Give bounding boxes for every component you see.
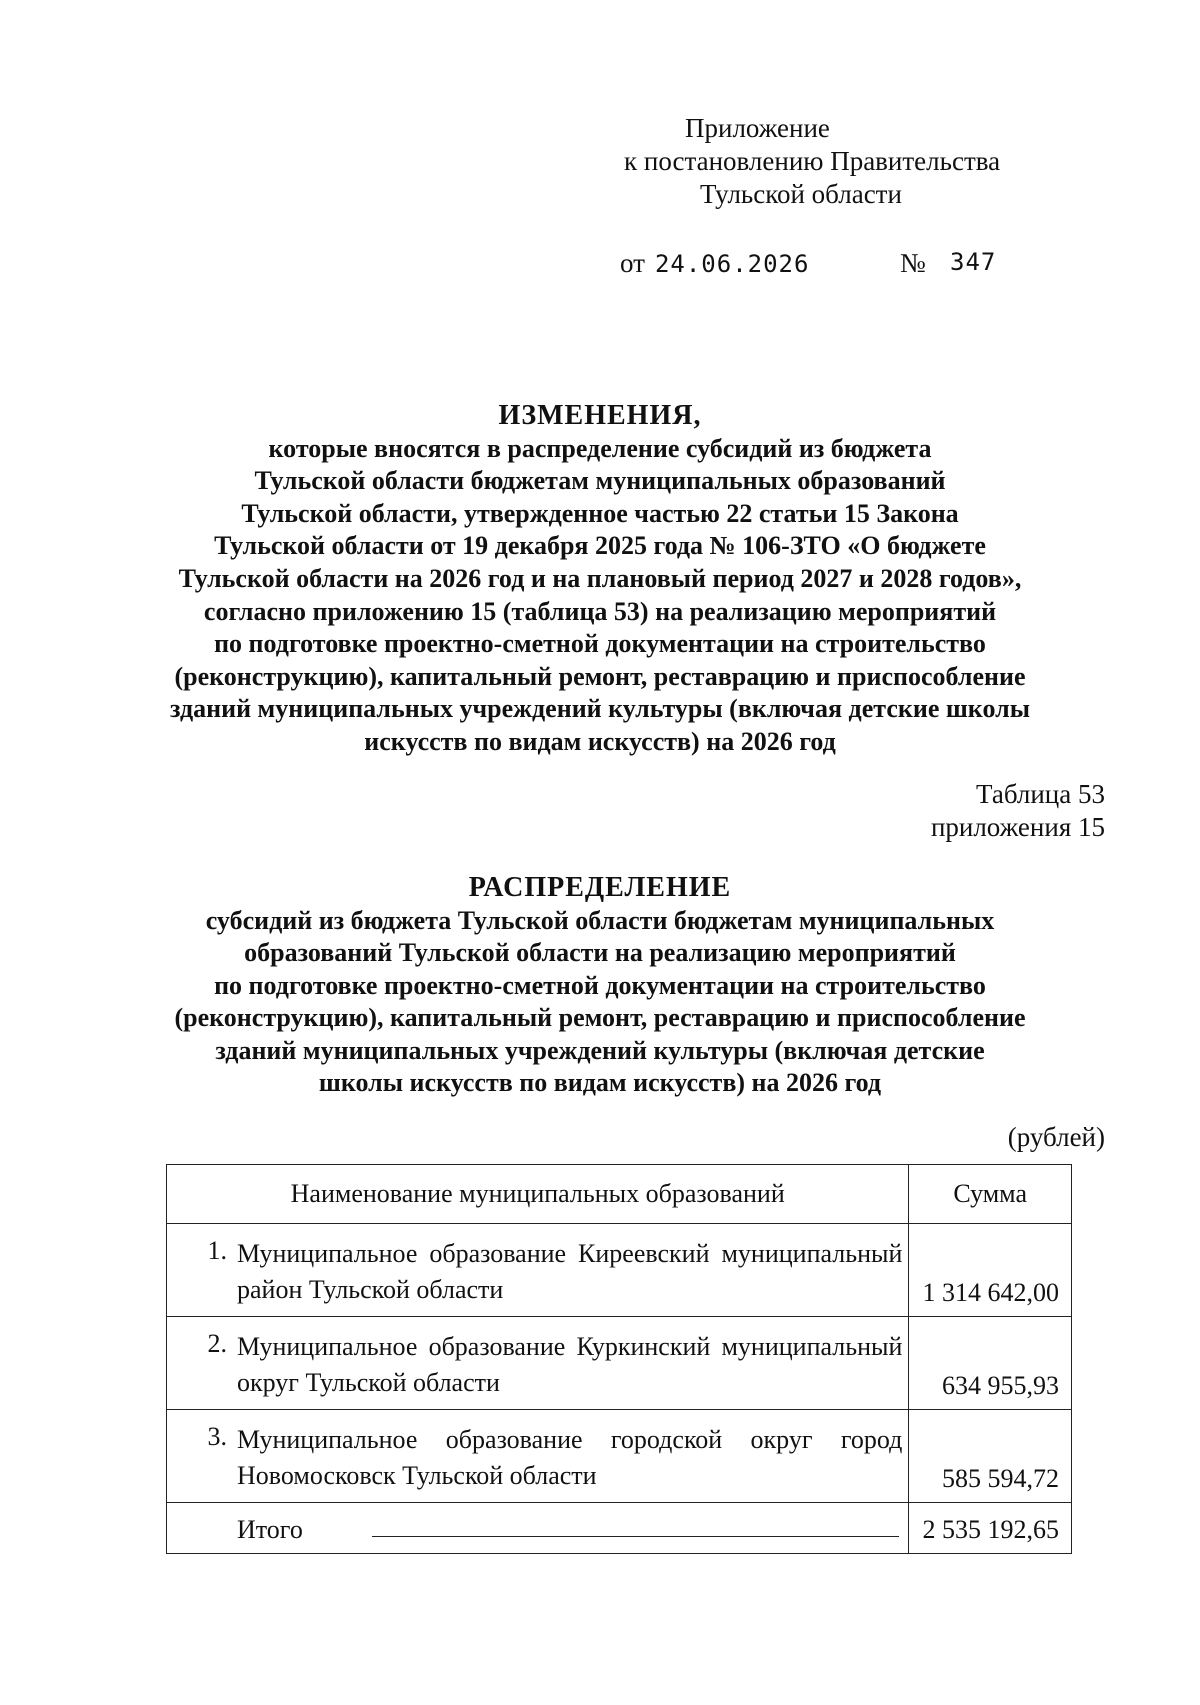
document-date-line [620,248,997,279]
document-number: 347 [950,248,997,276]
changes-line: Тульской области на 2026 год и на плановый период 2027 и 2028 годов», [178,563,1022,593]
changes-heading [150,400,1050,759]
changes-line: искусств по видам искусств) на 2026 год [364,726,836,756]
row-number: 3. [207,1422,227,1451]
units-label: (рублей) [1007,1122,1105,1152]
row-number: 1. [207,1236,227,1265]
date-prefix: от [620,248,645,278]
changes-line: (реконструкцию), капитальный ремонт, реставрацию и приспособление [174,661,1026,691]
changes-line: Тульской области, утвержденное частью 22 статьи 15 Закона [241,498,959,528]
table-row [167,1317,1072,1410]
number-prefix: № [900,248,926,278]
distribution-line: образований Тульской области на реализацию мероприятий [244,938,956,967]
table-number: Таблица 53 [976,779,1105,809]
municipality-name: Муниципальное образование Киреевский муниципальный район Тульской области [237,1239,903,1304]
distribution-line: по подготовке проектно-сметной документации на строительство [214,970,986,1000]
appendix-title: Приложение [685,113,830,143]
distribution-line: школы искусств по видам искусств) на 2026 год [318,1068,882,1097]
appendix-region: Тульской области [700,179,902,209]
subsidies-table [166,1164,1072,1554]
distribution-line: (реконструкцию), капитальный ремонт, реставрацию и приспособление [174,1003,1026,1032]
changes-line: Тульской области бюджетам муниципальных образований [254,466,946,496]
subsidy-amount: 634 955,93 [909,1317,1072,1410]
subsidy-amount: 585 594,72 [909,1410,1072,1503]
distribution-line: зданий муниципальных учреждений культуры (включая детские [215,1035,985,1065]
table-appendix: приложения 15 [930,812,1105,842]
closing-rule [372,1536,899,1537]
appendix-reference: к постановлению Правительства [624,146,1001,176]
changes-line: которые вносятся в распределение субсидий из бюджета [268,433,932,463]
document-date: 24.06.2026 [654,250,810,278]
subsidy-amount: 1 314 642,00 [909,1224,1072,1317]
table-reference [820,778,1105,844]
changes-line: Тульской области от 19 декабря 2025 года № 106-ЗТО «О бюджете [214,531,986,561]
table-row [167,1224,1072,1317]
changes-line: согласно приложению 15 (таблица 53) на реализацию мероприятий [203,596,997,626]
total-amount: 2 535 192,65 [909,1503,1072,1554]
distribution-title: РАСПРЕДЕЛЕНИЕ [468,872,732,903]
distribution-line: субсидий из бюджета Тульской области бюджетам муниципальных [205,905,995,935]
appendix-header [560,112,1020,211]
header-sum: Сумма [909,1165,1072,1224]
table-total-row [167,1503,1072,1554]
header-name: Наименование муниципальных образований [167,1165,909,1224]
changes-line: по подготовке проектно-сметной документации на строительство [214,629,986,659]
changes-title: ИЗМЕНЕНИЯ, [498,400,702,431]
row-number: 2. [207,1329,227,1358]
total-label: Итого [237,1515,303,1544]
table-row [167,1410,1072,1503]
changes-line: зданий муниципальных учреждений культуры (включая детские школы [169,694,1030,724]
municipality-name: Муниципальное образование Куркинский муниципальный округ Тульской области [237,1332,903,1397]
municipality-name: Муниципальное образование городской округ город Новомосковск Тульской области [237,1425,903,1490]
table-header-row [167,1165,1072,1224]
distribution-heading [150,872,1050,1100]
